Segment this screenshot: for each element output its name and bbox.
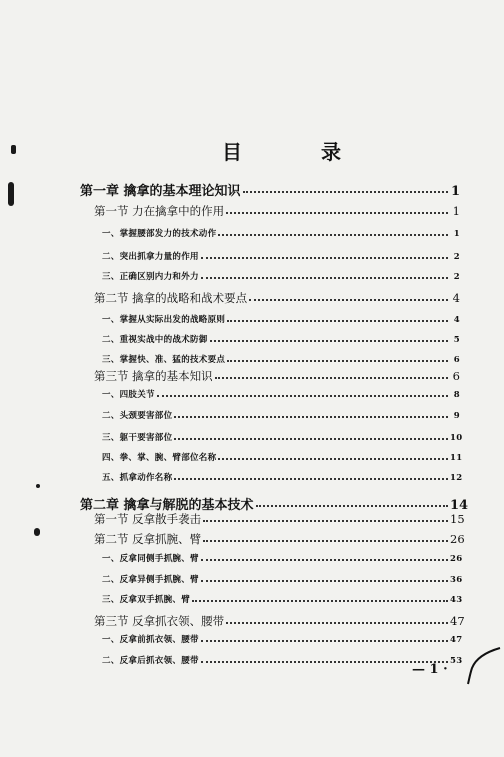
- toc-leader-dots: [174, 438, 448, 440]
- toc-entry-label: 五、抓拿动作名称: [102, 473, 173, 483]
- toc-entry-level-2[interactable]: [94, 290, 460, 306]
- toc-entry-label: 第二节 擒拿的战略和战术要点: [94, 291, 248, 305]
- toc-entry-page-number: 47: [450, 614, 465, 628]
- toc-leader-dots: [226, 212, 448, 214]
- toc-leader-dots: [203, 520, 448, 522]
- toc-leader-dots: [201, 580, 448, 582]
- toc-entry-label: 三、正确区别内力和外力: [102, 272, 199, 282]
- toc-entry-page-number: 10: [450, 433, 463, 443]
- toc-entry-level-2[interactable]: [94, 613, 465, 629]
- toc-entry-level-3[interactable]: [102, 333, 460, 345]
- toc-entry-level-3[interactable]: [102, 633, 463, 645]
- toc-entry-page-number: 2: [453, 252, 460, 262]
- toc-entry-page-number: 53: [450, 656, 463, 666]
- toc-entry-level-1[interactable]: [80, 180, 460, 199]
- toc-leader-dots: [210, 340, 448, 342]
- toc-entry-level-3[interactable]: [102, 409, 460, 421]
- margin-mark: [36, 484, 40, 488]
- toc-entry-level-3[interactable]: [102, 471, 463, 483]
- toc-leader-dots: [157, 395, 448, 397]
- toc-entry-level-3[interactable]: [102, 313, 460, 325]
- toc-entry-level-2[interactable]: [94, 203, 460, 219]
- toc-entry-page-number: 4: [452, 291, 460, 305]
- toc-entry-page-number: 8: [453, 390, 460, 400]
- toc-entry-page-number: 4: [453, 315, 460, 325]
- toc-entry-level-2[interactable]: [94, 531, 465, 547]
- toc-entry-level-3[interactable]: [102, 552, 463, 564]
- toc-leader-dots: [201, 277, 448, 279]
- toc-leader-dots: [201, 559, 448, 561]
- toc-entry-label: 三、掌握快、准、猛的技术要点: [102, 355, 226, 365]
- toc-entry-page-number: 15: [450, 512, 465, 526]
- toc-leader-dots: [227, 360, 448, 362]
- toc-entry-level-3[interactable]: [102, 654, 463, 666]
- page-number-footer: — 1 ·: [412, 662, 448, 677]
- toc-entry-level-3[interactable]: [102, 573, 463, 585]
- toc-entry-label: 第三节 反拿抓衣领、腰带: [94, 614, 225, 628]
- toc-leader-dots: [174, 416, 448, 418]
- toc-leader-dots: [192, 600, 448, 602]
- toc-entry-label: 一、掌握从实际出发的战略原则: [102, 315, 226, 325]
- toc-entry-page-number: 5: [453, 335, 460, 345]
- toc-entry-page-number: 2: [453, 272, 460, 282]
- toc-entry-label: 第一章 擒拿的基本理论知识: [80, 184, 241, 199]
- toc-entry-label: 第一节 反拿散手袭击: [94, 512, 202, 526]
- toc-entry-page-number: 1: [450, 184, 460, 199]
- toc-entry-page-number: 26: [450, 554, 463, 564]
- toc-entry-page-number: 6: [453, 355, 460, 365]
- toc-entry-label: 一、反拿前抓衣领、腰带: [102, 635, 199, 645]
- toc-entry-label: 二、反拿异侧手抓腕、臂: [102, 575, 199, 585]
- toc-entry-level-3[interactable]: [102, 353, 460, 365]
- toc-entry-page-number: 11: [450, 453, 463, 463]
- toc-leader-dots: [243, 191, 448, 193]
- toc-leader-dots: [174, 478, 448, 480]
- toc-entry-level-3[interactable]: [102, 431, 463, 443]
- toc-leader-dots: [218, 234, 448, 236]
- toc-entry-level-3[interactable]: [102, 451, 463, 463]
- toc-entry-level-3[interactable]: [102, 388, 460, 400]
- toc-entry-page-number: 12: [450, 473, 463, 483]
- toc-leader-dots: [203, 540, 448, 542]
- toc-entry-level-2[interactable]: [94, 511, 465, 527]
- toc-entry-page-number: 9: [453, 411, 460, 421]
- margin-mark: [8, 182, 14, 206]
- toc-entry-label: 二、突出抓拿力量的作用: [102, 252, 199, 262]
- toc-leader-dots: [201, 640, 448, 642]
- toc-entry-page-number: 26: [450, 532, 465, 546]
- toc-entry-level-3[interactable]: [102, 593, 463, 605]
- toc-entry-page-number: 1: [453, 229, 460, 239]
- toc-entry-page-number: 43: [450, 595, 463, 605]
- toc-leader-dots: [201, 257, 448, 259]
- margin-mark: [11, 145, 16, 154]
- toc-entry-label: 二、头颈要害部位: [102, 411, 173, 421]
- toc-entry-label: 第二章 擒拿与解脱的基本技术: [80, 498, 254, 513]
- toc-entry-level-3[interactable]: [102, 250, 460, 262]
- toc-entry-label: 一、四肢关节: [102, 390, 155, 400]
- toc-entry-label: 第一节 力在擒拿中的作用: [94, 204, 225, 218]
- toc-entry-label: 第三节 擒拿的基本知识: [94, 369, 213, 383]
- toc-entry-label: 一、掌握腰部发力的技术动作: [102, 229, 217, 239]
- toc-entry-label: 第二节 反拿抓腕、臂: [94, 532, 202, 546]
- toc-entry-label: 三、躯干要害部位: [102, 433, 173, 443]
- toc-entry-label: 四、拳、掌、腕、臂部位名称: [102, 453, 217, 463]
- toc-entry-label: 二、重视实战中的战术防御: [102, 335, 208, 345]
- toc-entry-level-3[interactable]: [102, 270, 460, 282]
- toc-entry-page-number: 6: [452, 369, 460, 383]
- toc-leader-dots: [249, 299, 448, 301]
- toc-entry-page-number: 1: [452, 204, 460, 218]
- toc-entry-page-number: 47: [450, 635, 463, 645]
- pen-stroke-mark: [466, 646, 502, 686]
- toc-entry-label: 三、反拿双手抓腕、臂: [102, 595, 191, 605]
- toc-leader-dots: [215, 377, 448, 379]
- page-title: 目 录: [222, 140, 377, 164]
- toc-leader-dots: [227, 320, 448, 322]
- toc-leader-dots: [201, 661, 448, 663]
- toc-entry-level-2[interactable]: [94, 368, 460, 384]
- toc-entry-page-number: 36: [450, 575, 463, 585]
- toc-leader-dots: [226, 622, 448, 624]
- toc-entry-level-3[interactable]: [102, 227, 460, 239]
- toc-leader-dots: [218, 458, 448, 460]
- toc-entry-page-number: 14: [450, 498, 469, 513]
- toc-entry-label: 二、反拿后抓衣领、腰带: [102, 656, 199, 666]
- margin-mark: [34, 528, 40, 536]
- toc-entry-label: 一、反拿同侧手抓腕、臂: [102, 554, 199, 564]
- toc-leader-dots: [256, 505, 448, 507]
